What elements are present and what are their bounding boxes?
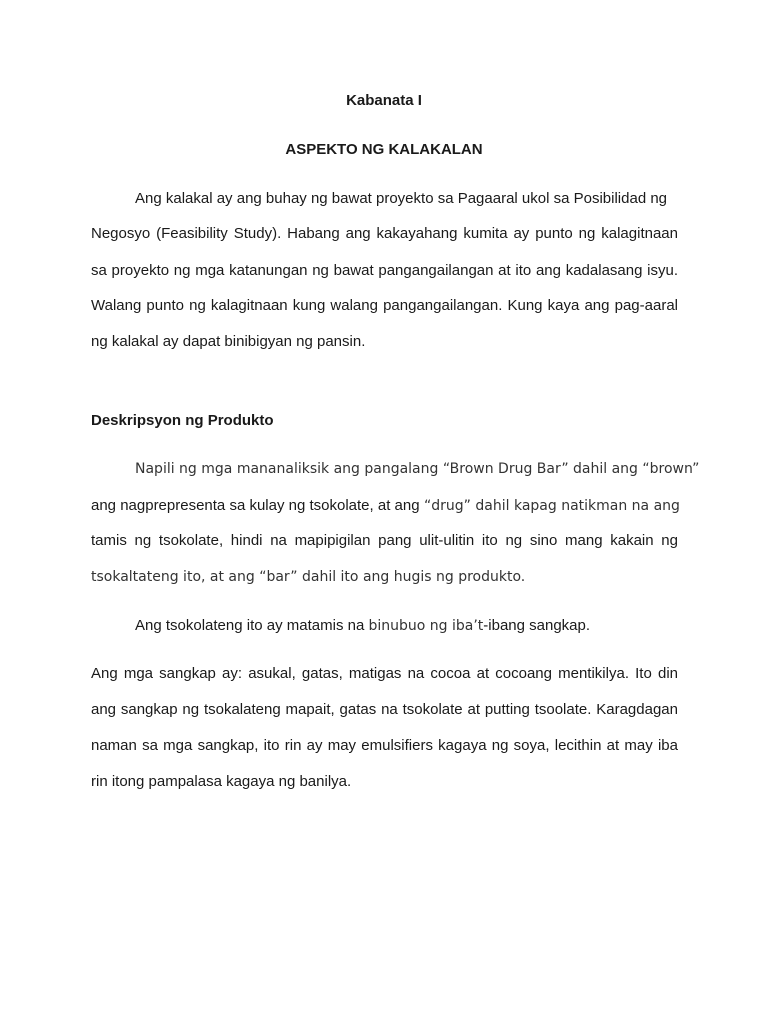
ingredients-intro-part-b: binubuo ng iba’t [368,618,484,634]
product-line-3: tamis ng tsokolate, hindi na mapipigilan pang ulit-ulitin ito ng sino mang kakain ng [91,532,678,549]
intro-line-3: sa proyekto ng mga katanungan ng bawat pangangailangan at ito ang kadalasang isyu. [91,262,678,279]
ingredients-line-1: Ang mga sangkap ay: asukal, gatas, matigas na cocoa at cocoang mentikilya. Ito din [91,665,678,682]
intro-line-2: Negosyo (Feasibility Study). Habang ang kakayahang kumita ay punto ng kalagitnaan [91,225,678,242]
product-line-4: tsokaltateng ito, at ang “bar” dahil ito ang hugis ng produkto. [91,569,526,585]
section-heading: Deskripsyon ng Produkto [91,412,274,429]
ingredients-line-4: rin itong pampalasa kagaya ng banilya. [91,773,352,790]
chapter-title: ASPEKTO NG KALAKALAN [285,141,483,158]
intro-line-4: Walang punto ng kalagitnaan kung walang pangangailangan. Kung kaya ang pag-aaral [91,297,678,314]
intro-line-1: Ang kalakal ay ang buhay ng bawat proyekto sa Pagaaral ukol sa Posibilidad ng [135,190,668,207]
product-line-2-part-a: ang nagprepresenta sa kulay ng tsokolate, at ang [91,497,420,514]
ingredients-intro-part-c: -ibang sangkap. [483,617,591,634]
ingredients-intro-part-a: Ang tsokolateng ito ay matamis na [135,617,369,634]
product-line-2 [91,497,680,515]
ingredients-line-2: ang sangkap ng tsokalateng mapait, gatas na tsokolate at putting tsoolate. Karagdagan [91,701,678,718]
intro-line-5: ng kalakal ay dapat binibigyan ng pansin. [91,333,366,350]
ingredients-intro-sentence [135,617,590,635]
chapter-label: Kabanata I [346,92,422,109]
product-line-1: Napili ng mga mananaliksik ang pangalang “Brown Drug Bar” dahil ang “brown” [135,461,700,477]
ingredients-line-3: naman sa mga sangkap, ito rin ay may emulsifiers kagaya ng soya, lecithin at may iba [91,737,678,754]
product-line-2-part-b: “drug” dahil kapag natikman na ang [419,498,680,514]
